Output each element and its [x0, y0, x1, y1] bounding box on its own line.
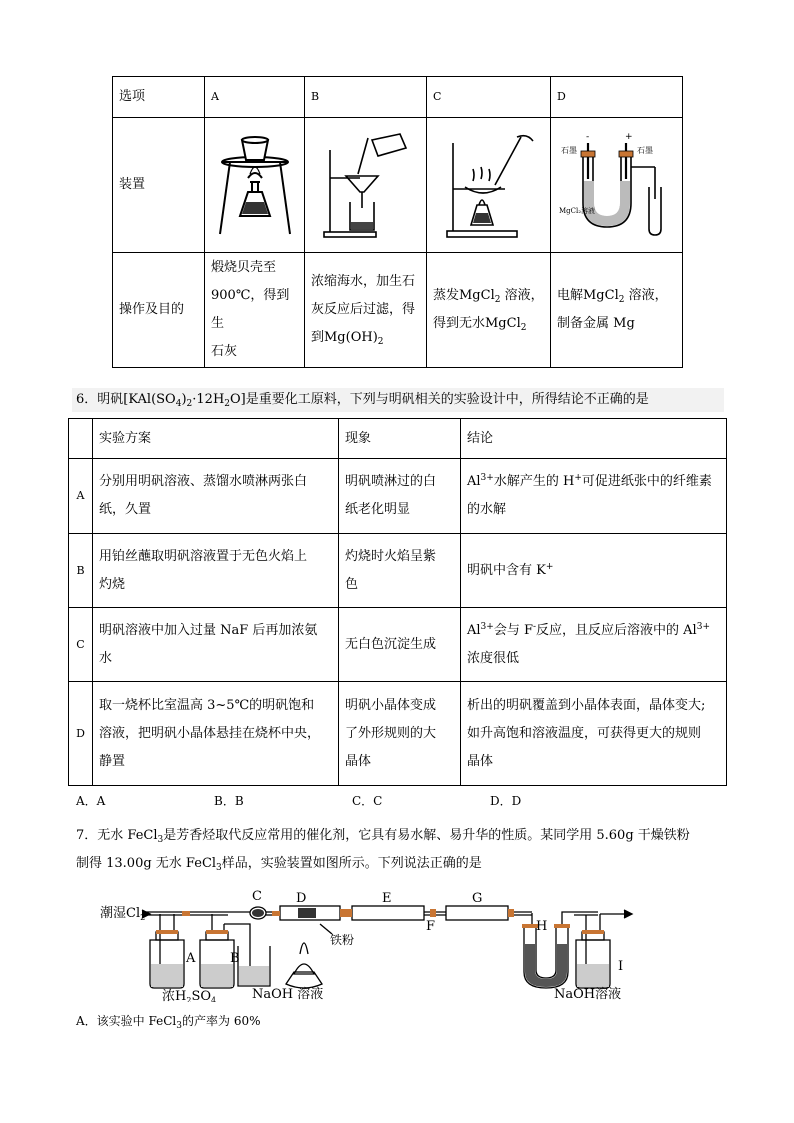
plan-cell: 取一烧杯比室温高 3~5℃的明矾饱和 溶液，把明矾小晶体悬挂在烧杯中央， 静置: [93, 682, 339, 786]
naoh-label-1: NaOH 溶液: [252, 987, 324, 1002]
plan-cell: 用铂丝蘸取明矾溶液置于无色火焰上 灼烧: [93, 534, 339, 608]
label-b: B: [230, 951, 240, 966]
label-f: F: [426, 919, 436, 934]
phenomenon-cell: 灼烧时火焰呈紫 色: [339, 534, 461, 608]
row-label: A: [69, 459, 93, 534]
label-h: H: [536, 919, 548, 934]
electrolysis-diagram: [559, 129, 675, 241]
label-i: I: [618, 959, 624, 974]
option-d[interactable]: D．D: [490, 794, 522, 808]
naoh-label-2: NaOH溶液: [554, 987, 622, 1002]
header-a: A: [205, 77, 305, 118]
plan-cell: 分别用明矾溶液、蒸馏水喷淋两张白 纸，久置: [93, 459, 339, 534]
device-label: 装置: [113, 118, 205, 253]
header-d: D: [551, 77, 683, 118]
label-c: C: [252, 889, 262, 904]
question-6-stem: 6．明矾$[KAl(SO_4)_2\cdot 12H_2O]$是重要化工原料，下列与明矾相关的实验设计中，所得结论不正确的是: [72, 388, 724, 412]
table-row: [69, 608, 727, 682]
phenomenon-cell: 明矾小晶体变成 了外形规则的大 晶体: [339, 682, 461, 786]
device-d-cell: [551, 118, 683, 253]
graphite-right-label: 石墨: [636, 146, 653, 155]
option-c[interactable]: C．C: [352, 794, 383, 808]
table-row: [69, 682, 727, 786]
plan-cell: 明矾溶液中加入过量 NaF 后再加浓氨 水: [93, 608, 339, 682]
option-a[interactable]: A．A: [76, 794, 106, 808]
plus-sign: +: [624, 132, 633, 142]
header-conclusion: 结论: [461, 419, 727, 459]
phenomenon-cell: 明矾喷淋过的白 纸老化明显: [339, 459, 461, 534]
crucible-tripod-diagram: [212, 130, 298, 240]
header-c: C: [427, 77, 551, 118]
header-option: 选项: [113, 77, 205, 118]
mgcl2-solution-label: MgCl₂溶液: [558, 207, 595, 215]
conclusion-cell: $Al^{3+}$水解产生的 H+可促进纸张中的纤维素 的水解: [461, 459, 727, 534]
minus-sign: -: [585, 132, 589, 142]
table-row: [69, 459, 727, 534]
label-d: D: [296, 891, 307, 906]
device-a-cell: [205, 118, 305, 253]
row-label: D: [69, 682, 93, 786]
conclusion-cell: 析出的明矾覆盖到小晶体表面，晶体变大; 如升高饱和溶液温度，可获得更大的规则 晶体: [461, 682, 727, 786]
question-7-stem: 7．无水 FeCl$_3$是芳香烃取代反应常用的催化剂，它具有易水解、易升华的性质。某同学用 5.60g 干燥铁粉 制得 13.00g 无水 FeCl$_3$样品，实验装置如图所示。下列说法正确的是: [76, 828, 690, 873]
conclusion-cell: $Al^{3+}$会与 F-反应，且反应后溶液中的 $Al^{3+}$ 浓度很低: [461, 608, 727, 682]
label-a: A: [186, 951, 196, 966]
device-c-cell: [427, 118, 551, 253]
table-row: [69, 534, 727, 608]
operation-b: 浓缩海水，加生石 灰反应后过滤，得 到$Mg(OH)_2$: [305, 253, 427, 368]
operation-a: 煅烧贝壳至 900℃，得到生 石灰: [205, 253, 305, 368]
option-b[interactable]: B．B: [214, 794, 244, 808]
apparatus-table: [112, 76, 683, 368]
label-g: G: [472, 891, 483, 906]
question-7-option-a[interactable]: A．该实验中 FeCl$_3$的产率为 60%: [76, 1014, 261, 1031]
inlet-label: 潮湿$Cl_2$: [100, 906, 146, 922]
header-phenomenon: 现象: [339, 419, 461, 459]
experiment-table: [68, 418, 727, 786]
fecl3-apparatus-diagram: [100, 884, 660, 1002]
header-b: B: [305, 77, 427, 118]
iron-powder-label: 铁粉: [330, 933, 355, 947]
row-label: C: [69, 608, 93, 682]
conc-h2so4-label: 浓$H_2SO_4$: [162, 989, 217, 1002]
device-b-cell: [305, 118, 427, 253]
label-e: E: [382, 891, 392, 906]
phenomenon-cell: 无白色沉淀生成: [339, 608, 461, 682]
conclusion-cell: 明矾中含有 K+: [461, 534, 727, 608]
evaporation-diagram: [443, 129, 535, 241]
filtration-diagram: [320, 130, 412, 240]
graphite-left-label: 石墨: [560, 146, 577, 155]
operation-d: 电解MgCl$_2$ 溶液， 制备金属 Mg: [551, 253, 683, 368]
header-plan: 实验方案: [93, 419, 339, 459]
operation-c: 蒸发MgCl$_2$ 溶液， 得到无水MgCl$_2$: [427, 253, 551, 368]
operation-label: 操作及目的: [113, 253, 205, 368]
row-label: B: [69, 534, 93, 608]
